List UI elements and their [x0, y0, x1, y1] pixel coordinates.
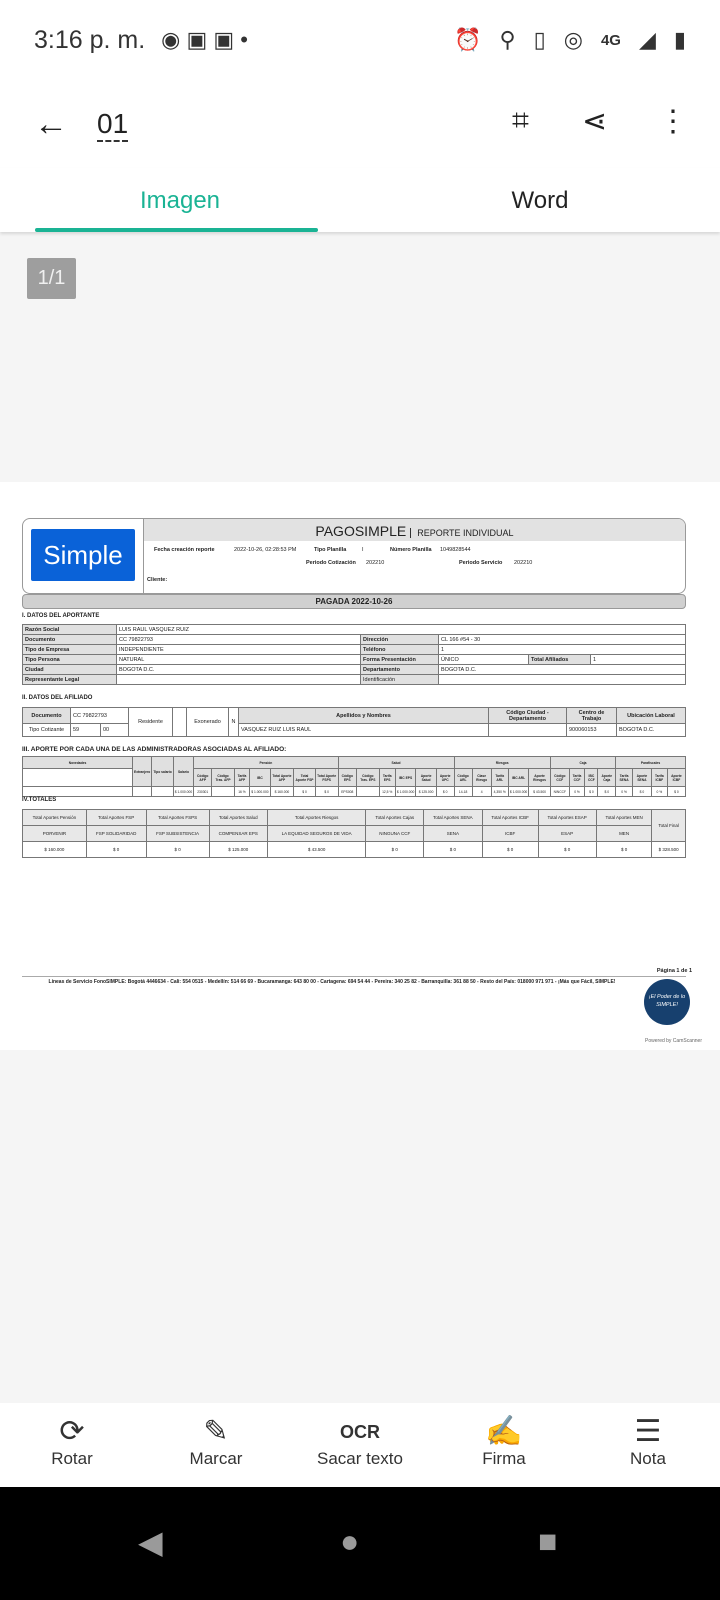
representante	[117, 675, 361, 685]
aporte-column-header: Tarifa EPS	[379, 769, 395, 787]
aporte-column-header: Código CCF	[550, 769, 569, 787]
aporte-value: $ 1.000.000	[395, 787, 415, 797]
tipo-persona: NATURAL	[117, 655, 361, 665]
label: Documento	[23, 635, 117, 645]
total-entity: ICBF	[482, 826, 538, 842]
note-label: Nota	[630, 1449, 666, 1468]
section-aportes-title: III. APORTE POR CADA UNA DE LAS ADMINISTRADORAS ASOCIADAS AL AFILIADO:	[22, 746, 287, 753]
note-button[interactable]	[576, 1403, 720, 1487]
aporte-group-header: Parafiscales	[616, 757, 686, 769]
aporte-column-header: Código Tras. EPS	[357, 769, 380, 787]
razon-social: LUIS RAUL VASQUEZ RUIZ	[117, 625, 686, 635]
label: Identificación	[361, 675, 439, 685]
note-icon: ☰	[634, 1415, 662, 1448]
aporte-value: $ 0	[294, 787, 316, 797]
aporte-value: $ 0	[633, 787, 652, 797]
aporte-value: $ 1.000.000	[508, 787, 528, 797]
aporte-column-header: Tarifa SENA	[616, 769, 633, 787]
ubicacion-laboral: BOGOTA D.C.	[617, 724, 686, 737]
mark-label: Marcar	[189, 1449, 243, 1468]
total-value: $ 0	[86, 842, 146, 858]
aporte-value: NINCCF	[550, 787, 569, 797]
more-options-icon[interactable]: ⋮	[658, 105, 688, 138]
total-label: Total Aportes Pensión	[23, 810, 87, 826]
battery-icon: ▮	[673, 27, 686, 52]
nav-back-icon[interactable]: ◀	[138, 1524, 163, 1560]
aportes-table	[22, 756, 686, 797]
notification-icons: ◉ ▣ ▣ •	[161, 27, 248, 52]
aporte-column-header: IBC CCF	[585, 769, 598, 787]
signature-label: Firma	[482, 1449, 526, 1468]
back-arrow-icon[interactable]: ←	[34, 104, 68, 143]
aporte-column-header: Código ARL	[454, 769, 472, 787]
identificacion	[439, 675, 686, 685]
simple-logo: Simple	[31, 529, 135, 581]
periodo-servicio-label: Periodo Servicio	[459, 560, 503, 566]
aporte-column-header: Tarifa ICBF	[651, 769, 667, 787]
ciudad: BOGOTA D.C.	[117, 665, 361, 675]
aporte-group-header: Salud	[338, 757, 454, 769]
novedades-flags	[23, 769, 133, 787]
total-entity: SENA	[424, 826, 483, 842]
total-label: Total Aportes SENA	[424, 810, 483, 826]
total-entity: ESAP	[538, 826, 596, 842]
aporte-column-header: Aporte Caja	[598, 769, 616, 787]
highlighter-icon: ✎	[203, 1415, 229, 1448]
total-value: $ 0	[482, 842, 538, 858]
total-value: $ 0	[596, 842, 652, 858]
aporte-column-header: Aporte UPC	[436, 769, 454, 787]
fecha-value: 2022-10-26, 02:28:53 PM	[234, 547, 297, 553]
label: Centro de Trabajo	[567, 708, 617, 724]
location-icon: ⚲	[499, 27, 516, 52]
aporte-value	[212, 787, 234, 797]
document-image	[0, 482, 720, 1050]
label: Forma Presentación	[361, 655, 439, 665]
total-value: $ 0	[366, 842, 424, 858]
total-label: Total Aportes MEN	[596, 810, 652, 826]
aporte-value: 0 %	[569, 787, 585, 797]
aporte-column-header: Clase Riesgo	[472, 769, 491, 787]
brand-title: PAGOSIMPLE	[315, 523, 407, 539]
system-nav-bar	[0, 1487, 720, 1600]
label: Ubicación Laboral	[617, 708, 686, 724]
salario-value: $ 1.000.000	[173, 787, 193, 797]
aporte-value: 4,350 %	[491, 787, 508, 797]
aporte-group-header: Caja	[550, 757, 615, 769]
forma-presentacion: ÚNICO	[439, 655, 529, 665]
hotspot-icon: ◎	[563, 27, 583, 52]
aporte-value: 0 %	[616, 787, 633, 797]
label: Ciudad	[23, 665, 117, 675]
total-entity: PORVENIR	[23, 826, 87, 842]
aporte-column-header: Aporte SENA	[633, 769, 652, 787]
label: Tipo Persona	[23, 655, 117, 665]
label: Documento	[23, 708, 71, 724]
aporte-value: $ 0	[667, 787, 685, 797]
aporte-value: $ 1.000.000	[250, 787, 270, 797]
direccion: CL 166 #54 - 30	[439, 635, 686, 645]
alarm-icon: ⏰	[454, 27, 482, 52]
crop-icon[interactable]: ⌗	[512, 104, 529, 137]
aporte-column-header: Aporte Riesgos	[529, 769, 551, 787]
label: Tipo Cotizante	[23, 724, 71, 737]
aporte-group-header: Salario	[173, 757, 193, 787]
aporte-value: 16 %	[234, 787, 249, 797]
label: Residente	[129, 708, 173, 737]
aporte-value: 0 %	[651, 787, 667, 797]
totales-table	[22, 809, 686, 858]
total-entity: FSP SOLIDARIDAD	[86, 826, 146, 842]
section-afiliado-title: II. DATOS DEL AFILIADO	[22, 695, 93, 701]
total-entity: NINGUNA CCF	[366, 826, 424, 842]
rotate-label: Rotar	[51, 1449, 93, 1468]
total-label: Total Aportes ICBF	[482, 810, 538, 826]
periodo-cotizacion-label: Periodo Cotización	[306, 560, 356, 566]
aporte-value: 230301	[194, 787, 212, 797]
periodo-cotizacion-value: 202210	[366, 560, 385, 566]
aporte-column-header: Aporte Salud	[416, 769, 437, 787]
total-value: $ 43.500	[267, 842, 366, 858]
label: Total Afiliados	[529, 655, 591, 665]
aportante-table	[22, 624, 686, 685]
label: Código Ciudad - Departamento	[489, 708, 567, 724]
total-entity: LA EQUIDAD SEGUROS DE VIDA	[267, 826, 366, 842]
total-afiliados: 1	[591, 655, 686, 665]
afiliado-nombre: VASQUEZ RUIZ LUIS RAUL	[239, 724, 489, 737]
tipo-planilla-value: I	[362, 547, 364, 553]
aporte-value: 12,5 %	[379, 787, 395, 797]
app-bar	[0, 80, 720, 168]
afiliado-documento: CC 79822793	[71, 708, 129, 724]
total-value: $ 0	[146, 842, 209, 858]
aporte-value: 14-18	[454, 787, 472, 797]
nav-home-icon[interactable]: ●	[340, 1523, 360, 1559]
tipo-salario-value	[152, 787, 173, 797]
total-label: Total Aportes FSPS	[146, 810, 209, 826]
tipo-cotizante: 59	[71, 724, 101, 737]
label: Razón Social	[23, 625, 117, 635]
aporte-column-header: IBC EPS	[395, 769, 415, 787]
aporte-group-header: Extranjero	[133, 757, 152, 787]
exonerado-value: N	[229, 708, 239, 737]
aporte-value: 4	[472, 787, 491, 797]
fecha-label: Fecha creación reporte	[154, 547, 215, 553]
afiliado-table	[22, 707, 686, 737]
tipo-planilla-label: Tipo Planilla	[314, 547, 347, 553]
telefono: 1	[439, 645, 686, 655]
total-value: $ 0	[424, 842, 483, 858]
aporte-column-header: Total Aporte FSP	[294, 769, 316, 787]
aporte-group-header: Riesgos	[454, 757, 550, 769]
aporte-value: $ 0	[585, 787, 598, 797]
ocr-button[interactable]	[288, 1403, 432, 1487]
aporte-column-header: Aporte ICBF	[667, 769, 685, 787]
centro-trabajo: 900060153	[567, 724, 617, 737]
service-lines: Líneas de Servicio FonoSIMPLE: Bogotá 4446634 - Cali: 554 0515 - Medellín: 514 66 69 - Bucaramanga: 643 80 00 - Cartagena: 694 54 44 - Pereira: 340 25 82 - Barranquilla: 361 88 50 - Resto del País: 018000 971 971 - ¡Más que Fácil, SIMPLE!	[48, 979, 616, 985]
aporte-value: EPS008	[338, 787, 357, 797]
novedades-values	[23, 787, 133, 797]
page-counter: 1/1	[27, 258, 76, 299]
aporte-column-header: Tarifa CCF	[569, 769, 585, 787]
aporte-column-header: Total Aporte FSPS	[315, 769, 338, 787]
section-aportante-title: I. DATOS DEL APORTANTE	[22, 613, 100, 619]
aporte-column-header: Tarifa ARL	[491, 769, 508, 787]
subtipo-cotizante: 00	[101, 724, 129, 737]
total-label: Total Aportes FSP	[86, 810, 146, 826]
aporte-value: $ 43.500	[529, 787, 551, 797]
aporte-value: $ 0	[598, 787, 616, 797]
aporte-value	[357, 787, 380, 797]
cliente-label: Cliente:	[147, 577, 168, 583]
share-icon[interactable]: ⋖	[582, 105, 608, 138]
label: Departamento	[361, 665, 439, 675]
aporte-column-header: Tarifa AFP	[234, 769, 249, 787]
aporte-column-header: Código EPS	[338, 769, 357, 787]
documento: CC 79822793	[117, 635, 361, 645]
status-time: 3:16 p. m.	[34, 25, 146, 54]
footer-divider	[22, 976, 686, 977]
rotate-button[interactable]	[0, 1403, 144, 1487]
status-bar	[0, 0, 720, 80]
total-entity: COMPENSAR EPS	[209, 826, 267, 842]
slogan-badge: ¡El Poder de lo SIMPLE!	[644, 979, 690, 1025]
rotate-icon: ⟳	[59, 1415, 85, 1448]
label: Representante Legal	[23, 675, 117, 685]
label: Dirección	[361, 635, 439, 645]
nav-recents-icon[interactable]: ■	[538, 1523, 558, 1559]
total-value: $ 125.000	[209, 842, 267, 858]
signature-button[interactable]	[432, 1403, 576, 1487]
total-entity: FSP SUBSISTENCIA	[146, 826, 209, 842]
aporte-column-header: IBC ARL	[508, 769, 528, 787]
section-totales-title: IV.TOTALES	[22, 797, 57, 803]
report-header	[22, 518, 686, 594]
aporte-column-header: Total Aporte AFP	[270, 769, 294, 787]
label: Exonerado	[187, 708, 229, 737]
tab-word[interactable]: Word	[511, 187, 569, 214]
label: Tipo de Empresa	[23, 645, 117, 655]
powered-by: Powered by CamScanner	[645, 1038, 702, 1044]
total-final-value: $ 328.500	[652, 842, 686, 858]
aporte-group-header: Pensión	[194, 757, 338, 769]
ocr-icon: OCR	[340, 1422, 380, 1442]
aporte-column-header: Código Tras. AFP	[212, 769, 234, 787]
aporte-column-header: IBC	[250, 769, 270, 787]
signal-icon: ◢	[638, 27, 656, 52]
payment-status: PAGADA 2022-10-26	[22, 594, 686, 609]
aporte-value: $ 125.000	[416, 787, 437, 797]
mark-button[interactable]	[144, 1403, 288, 1487]
extranjero-value	[133, 787, 152, 797]
total-value: $ 0	[538, 842, 596, 858]
report-type: REPORTE INDIVIDUAL	[410, 528, 513, 538]
total-label: Total Aportes ESAP	[538, 810, 596, 826]
total-label: Total Aportes Cajas	[366, 810, 424, 826]
aporte-value: $ 0	[315, 787, 338, 797]
page-number: Página 1 de 1	[656, 968, 692, 974]
aporte-value: $ 160.000	[270, 787, 294, 797]
aporte-group-header: Tipo salario	[152, 757, 173, 787]
numero-planilla-value: 1049828544	[440, 547, 471, 553]
signature-icon: ✍	[485, 1415, 523, 1448]
numero-planilla-label: Número Planilla	[390, 547, 432, 553]
tab-imagen[interactable]: Imagen	[0, 168, 360, 232]
total-label: Total Aportes Salud	[209, 810, 267, 826]
label: Apellidos y Nombres	[239, 708, 489, 724]
departamento: BOGOTA D.C.	[439, 665, 686, 675]
view-tabs	[0, 168, 720, 232]
periodo-servicio-value: 202210	[514, 560, 533, 566]
total-value: $ 160.000	[23, 842, 87, 858]
network-type: 4G	[600, 31, 621, 49]
document-title[interactable]: 01	[97, 108, 128, 142]
aporte-group-header: Novedades	[23, 757, 133, 769]
total-final-label: Total Final	[652, 810, 686, 842]
aporte-column-header: Código AFP	[194, 769, 212, 787]
vibrate-icon: ▯	[533, 27, 546, 52]
bottom-toolbar	[0, 1403, 720, 1487]
ocr-label: Sacar texto	[317, 1449, 403, 1468]
total-label: Total Aportes Riesgos	[267, 810, 366, 826]
aporte-value: $ 0	[436, 787, 454, 797]
tipo-empresa: INDEPENDIENTE	[117, 645, 361, 655]
total-entity: MEN	[596, 826, 652, 842]
label: Teléfono	[361, 645, 439, 655]
